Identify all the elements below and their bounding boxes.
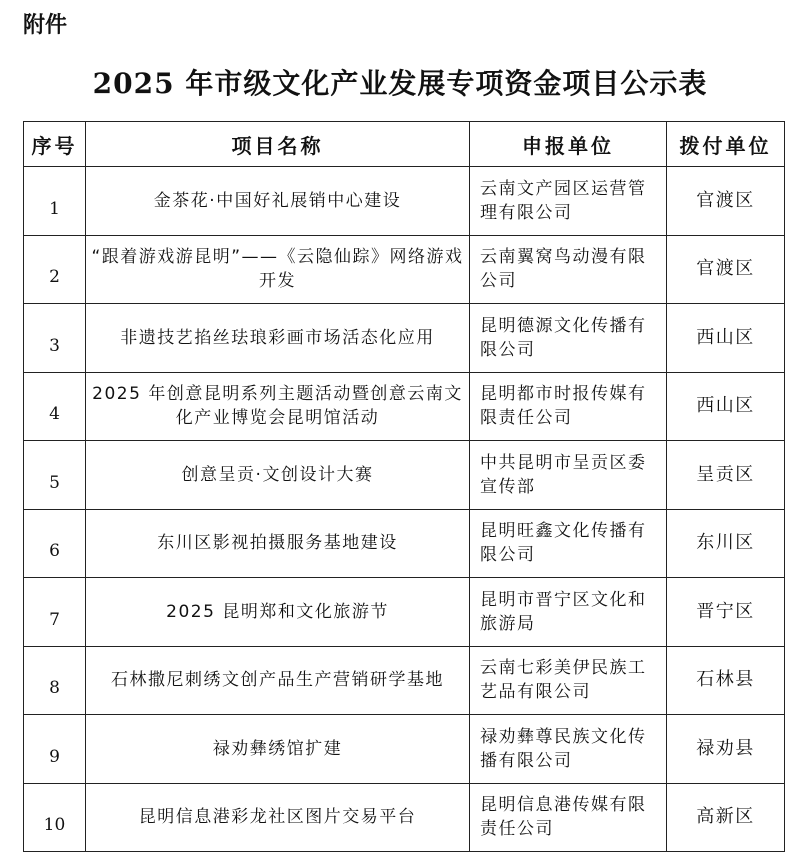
applicant-cell: 云南翼窝鸟动漫有限公司: [470, 235, 667, 304]
project-name-cell: 禄劝彝绣馆扩建: [86, 715, 470, 784]
table-row: [24, 304, 785, 373]
serial-cell: 10: [24, 783, 86, 852]
disbursing-unit-cell: 高新区: [667, 783, 785, 852]
table-row: [24, 372, 785, 441]
header-serial: 序号: [24, 122, 86, 167]
applicant-cell: 昆明都市时报传媒有限责任公司: [470, 372, 667, 441]
applicant-cell: 昆明市晋宁区文化和旅游局: [470, 578, 667, 647]
disbursing-unit-cell: 禄劝县: [667, 715, 785, 784]
table-row: [24, 578, 785, 647]
disbursing-unit-cell: 官渡区: [667, 167, 785, 236]
disbursing-unit-cell: 石林县: [667, 646, 785, 715]
applicant-cell: 昆明德源文化传播有限公司: [470, 304, 667, 373]
disbursing-unit-cell: 西山区: [667, 304, 785, 373]
table-body: [24, 167, 785, 852]
applicant-cell: 云南文产园区运营管理有限公司: [470, 167, 667, 236]
page-title: 2025 年市级文化产业发展专项资金项目公示表: [92, 67, 708, 100]
project-name-cell: 创意呈贡·文创设计大赛: [86, 441, 470, 510]
header-applicant: 申报单位: [470, 122, 667, 167]
serial-cell: 5: [24, 441, 86, 510]
applicant-cell: 中共昆明市呈贡区委宣传部: [470, 441, 667, 510]
serial-cell: 3: [24, 304, 86, 373]
project-name-cell: “跟着游戏游昆明”——《云隐仙踪》网络游戏开发: [86, 235, 470, 304]
applicant-cell: 昆明旺鑫文化传播有限公司: [470, 509, 667, 578]
disbursing-unit-cell: 呈贡区: [667, 441, 785, 510]
project-name-cell: 石林撒尼刺绣文创产品生产营销研学基地: [86, 646, 470, 715]
serial-cell: 8: [24, 646, 86, 715]
table-row: [24, 167, 785, 236]
serial-cell: 4: [24, 372, 86, 441]
project-name-cell: 昆明信息港彩龙社区图片交易平台: [86, 783, 470, 852]
table-row: [24, 715, 785, 784]
table-row: [24, 783, 785, 852]
header-project-name: 项目名称: [86, 122, 470, 167]
table-header-row: [24, 122, 785, 167]
disbursing-unit-cell: 东川区: [667, 509, 785, 578]
applicant-cell: 禄劝彝尊民族文化传播有限公司: [470, 715, 667, 784]
serial-cell: 7: [24, 578, 86, 647]
project-name-cell: 2025 昆明郑和文化旅游节: [86, 578, 470, 647]
disbursing-unit-cell: 西山区: [667, 372, 785, 441]
table-row: [24, 441, 785, 510]
table-row: [24, 646, 785, 715]
serial-cell: 2: [24, 235, 86, 304]
disbursing-unit-cell: 晋宁区: [667, 578, 785, 647]
serial-cell: 1: [24, 167, 86, 236]
applicant-cell: 云南七彩美伊民族工艺品有限公司: [470, 646, 667, 715]
project-name-cell: 东川区影视拍摄服务基地建设: [86, 509, 470, 578]
project-name-cell: 金茶花·中国好礼展销中心建设: [86, 167, 470, 236]
project-name-cell: 2025 年创意昆明系列主题活动暨创意云南文化产业博览会昆明馆活动: [86, 372, 470, 441]
attachment-label: 附件: [23, 13, 68, 38]
project-name-cell: 非遗技艺掐丝珐琅彩画市场活态化应用: [86, 304, 470, 373]
project-table: [23, 121, 785, 852]
table-row: [24, 509, 785, 578]
header-disbursing-unit: 拨付单位: [667, 122, 785, 167]
applicant-cell: 昆明信息港传媒有限责任公司: [470, 783, 667, 852]
serial-cell: 9: [24, 715, 86, 784]
serial-cell: 6: [24, 509, 86, 578]
table-row: [24, 235, 785, 304]
disbursing-unit-cell: 官渡区: [667, 235, 785, 304]
